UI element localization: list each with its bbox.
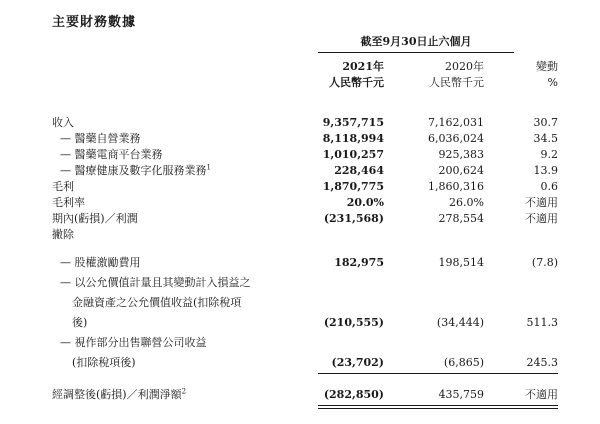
- row-label: — 醫療健康及數字化服務業務$^1$: [60, 163, 211, 177]
- value-2021: 228,464: [334, 164, 384, 177]
- value-2020: 26.0%: [449, 196, 484, 209]
- col-2021-unit: 人民幣千元: [329, 76, 384, 89]
- row-label: 期內(虧損)／利潤: [52, 212, 138, 225]
- value-2021: 9,357,715: [322, 116, 384, 129]
- value-2020: 435,759: [438, 388, 484, 401]
- value-2021: 182,975: [334, 256, 384, 269]
- row-label-line2: (扣除稅項後): [72, 356, 136, 369]
- col-2020-year: 2020年: [445, 60, 484, 73]
- value-2021: 20.0%: [346, 196, 384, 209]
- value-2021: (210,555): [323, 316, 384, 329]
- row-label-line3: 後): [72, 316, 88, 329]
- value-change: 13.9: [533, 164, 558, 177]
- row-label-line1: — 視作部分出售聯營公司收益: [60, 336, 207, 349]
- value-change: 30.7: [533, 116, 558, 129]
- value-2021: 1,870,775: [322, 180, 384, 193]
- col-2021-year: 2021年: [342, 60, 384, 73]
- col-2020-unit: 人民幣千元: [429, 76, 484, 89]
- row-label: 毛利率: [52, 196, 85, 209]
- value-change: 不適用: [525, 212, 558, 225]
- col-change-title: 變動: [536, 60, 558, 73]
- value-2020: 6,036,024: [428, 132, 484, 145]
- value-2021: (23,702): [331, 356, 384, 369]
- footnote-marker: 2: [181, 387, 187, 396]
- footnote-marker: 1: [206, 163, 211, 172]
- col-change-unit: %: [547, 76, 558, 89]
- value-change: 不適用: [525, 388, 558, 401]
- value-change: 9.2: [540, 148, 558, 161]
- value-2020: 925,383: [438, 148, 484, 161]
- value-2020: 1,860,316: [428, 180, 484, 193]
- value-2021: 1,010,257: [322, 148, 384, 161]
- value-2020: 278,554: [438, 212, 484, 225]
- page-title: 主要財務數據: [52, 15, 137, 30]
- row-label: 毛利: [52, 180, 74, 193]
- row-label: 收入: [52, 116, 74, 129]
- value-2021: 8,118,994: [322, 132, 384, 145]
- value-2021: (282,850): [323, 388, 384, 401]
- value-2020: 200,624: [438, 164, 484, 177]
- value-change: 245.3: [526, 356, 558, 369]
- value-change: 不適用: [525, 196, 558, 209]
- value-2020: (6,865): [443, 356, 484, 369]
- value-change: (7.8): [531, 256, 558, 269]
- value-2021: (231,568): [323, 212, 384, 225]
- period-underline: [318, 52, 514, 53]
- subtotal-rule: [318, 373, 558, 374]
- value-change: 511.3: [526, 316, 558, 329]
- row-label: — 醫藥自營業務: [60, 132, 141, 145]
- row-label: 經調整後(虧損)／利潤淨額$^2$: [52, 387, 187, 401]
- total-double-rule: [318, 405, 558, 409]
- row-label: — 醫藥電商平台業務: [60, 148, 163, 161]
- value-2020: 7,162,031: [428, 116, 484, 129]
- period-header: 截至9月30日止六個月: [360, 35, 472, 48]
- row-label: 撇除: [52, 228, 74, 241]
- value-2020: 198,514: [438, 256, 484, 269]
- value-change: 34.5: [533, 132, 558, 145]
- row-label-line2: 金融資產之公允價值收益(扣除稅項: [72, 296, 242, 309]
- value-change: 0.6: [540, 180, 558, 193]
- row-label-line1: — 以公允價值計量且其變動計入損益之: [60, 276, 251, 289]
- row-label: — 股權激勵費用: [60, 256, 141, 269]
- value-2020: (34,444): [436, 316, 484, 329]
